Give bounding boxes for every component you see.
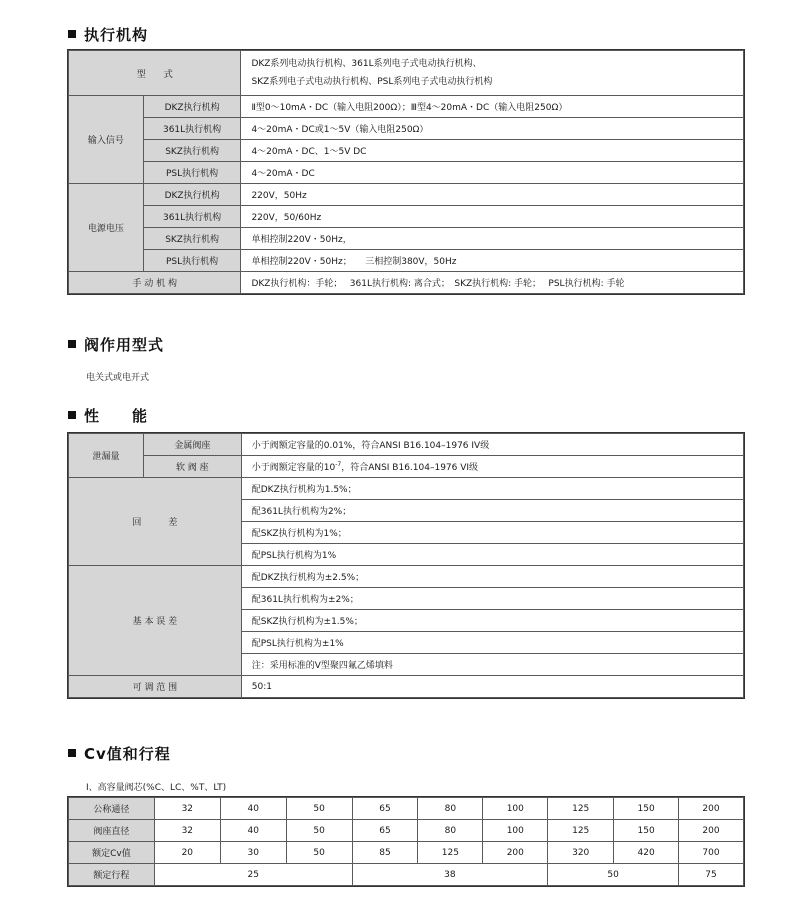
stroke-cell: 38 xyxy=(352,864,548,886)
power-value: 220V，50/60Hz xyxy=(241,206,744,228)
cv-caption: I、高容量阀芯(%C、LC、%T、LT) xyxy=(86,783,227,793)
manual-value: DKZ执行机构：手轮； 361L执行机构: 离合式； SKZ执行机构: 手轮； PSL执行机构: 手轮 xyxy=(241,272,744,294)
table-row xyxy=(69,820,744,842)
model-label: 361L执行机构 xyxy=(143,206,241,228)
leakage-value: 小于阀额定容量的0.01%，符合ANSI B16.104–1976 IV级 xyxy=(241,434,743,456)
table-row xyxy=(69,434,744,456)
cell: 85 xyxy=(352,842,418,864)
cell: 30 xyxy=(220,842,286,864)
table-row xyxy=(69,228,744,250)
table-row xyxy=(69,250,744,272)
cell: 40 xyxy=(220,820,286,842)
type-value-line2: SKZ系列电子式电动执行机构、PSL系列电子式电动执行机构 xyxy=(251,77,493,87)
table-row xyxy=(69,51,744,96)
cell: 32 xyxy=(154,820,220,842)
cell: 50 xyxy=(286,820,352,842)
section-title: Cv值和行程 xyxy=(84,745,171,763)
section-heading-performance xyxy=(68,405,148,426)
cell: 100 xyxy=(483,798,548,820)
leakage-value-suffix: ，符合ANSI B16.104–1976 VI级 xyxy=(341,463,479,473)
cell: 150 xyxy=(614,798,679,820)
hysteresis-value: 配361L执行机构为2%； xyxy=(241,500,743,522)
table-row xyxy=(69,798,744,820)
cell: 65 xyxy=(352,798,418,820)
basic-error-note: 注：采用标准的V型聚四氟乙烯填料 xyxy=(241,654,743,676)
power-value: 单相控制220V・50Hz， xyxy=(241,228,744,250)
cell: 320 xyxy=(548,842,614,864)
leakage-label: 泄漏量 xyxy=(69,434,144,478)
square-bullet-icon xyxy=(68,340,76,348)
basic-error-value: 配PSL执行机构为±1% xyxy=(241,632,743,654)
input-signal-label: 输入信号 xyxy=(69,96,144,184)
power-label: 电源电压 xyxy=(69,184,144,272)
cell: 150 xyxy=(614,820,679,842)
input-signal-value: 4～20mA・DC、1～5V DC xyxy=(241,140,744,162)
table-row xyxy=(69,96,744,118)
type-value xyxy=(241,51,744,96)
cell: 125 xyxy=(418,842,483,864)
table-row xyxy=(69,272,744,294)
type-label: 型 式 xyxy=(69,51,241,96)
manual-label: 手 动 机 构 xyxy=(69,272,241,294)
table-row xyxy=(69,118,744,140)
basic-error-label: 基 本 误 差 xyxy=(69,566,242,676)
table-row xyxy=(69,456,744,478)
performance-table xyxy=(68,433,744,698)
basic-error-value: 配SKZ执行机构为±1.5%； xyxy=(241,610,743,632)
input-signal-value: 4～20mA・DC xyxy=(241,162,744,184)
section-heading-actuator xyxy=(68,24,148,45)
cell: 200 xyxy=(483,842,548,864)
hysteresis-value: 配DKZ执行机构为1.5%； xyxy=(241,478,743,500)
square-bullet-icon xyxy=(68,30,76,38)
section-title: 性 能 xyxy=(84,407,149,425)
seat-label: 软 阀 座 xyxy=(143,456,241,478)
cell: 700 xyxy=(679,842,744,864)
input-signal-value: Ⅱ型0～10mA・DC（输入电阻200Ω）；Ⅲ型4～20mA・DC（输入电阻250Ω） xyxy=(241,96,744,118)
type-value-line1: DKZ系列电动执行机构、361L系列电子式电动执行机构、 xyxy=(251,59,482,69)
section-title: 执行机构 xyxy=(84,26,149,44)
section-heading-valve-action xyxy=(68,334,164,355)
hysteresis-value: 配PSL执行机构为1% xyxy=(241,544,743,566)
stroke-cell: 50 xyxy=(548,864,679,886)
cv-stroke-table xyxy=(68,797,744,886)
table-row xyxy=(69,206,744,228)
table-row xyxy=(69,162,744,184)
table-row xyxy=(69,864,744,886)
table-row xyxy=(69,184,744,206)
table-row xyxy=(69,566,744,588)
leakage-exponent: -7 xyxy=(335,461,342,468)
basic-error-value: 配DKZ执行机构为±2.5%； xyxy=(241,566,743,588)
section-heading-cv-stroke xyxy=(68,743,171,764)
power-value: 220V，50Hz xyxy=(241,184,744,206)
power-value: 单相控制220V・50Hz； 三相控制380V，50Hz xyxy=(241,250,744,272)
model-label: PSL执行机构 xyxy=(143,250,241,272)
range-value: 50:1 xyxy=(241,676,743,698)
cell: 100 xyxy=(483,820,548,842)
basic-error-value: 配361L执行机构为±2%； xyxy=(241,588,743,610)
cell: 420 xyxy=(614,842,679,864)
cell: 125 xyxy=(548,798,614,820)
leakage-value xyxy=(241,456,743,478)
valve-action-text: 电关式或电开式 xyxy=(86,373,150,383)
model-label: PSL执行机构 xyxy=(143,162,241,184)
table-row xyxy=(69,676,744,698)
cell: 80 xyxy=(418,798,483,820)
cell: 50 xyxy=(286,798,352,820)
model-label: 361L执行机构 xyxy=(143,118,241,140)
table-row xyxy=(69,140,744,162)
row-label: 阀座直径 xyxy=(69,820,155,842)
cell: 125 xyxy=(548,820,614,842)
actuator-table xyxy=(68,50,744,294)
stroke-cell: 75 xyxy=(679,864,744,886)
row-label: 额定Cv值 xyxy=(69,842,155,864)
model-label: DKZ执行机构 xyxy=(143,96,241,118)
row-label: 公称通径 xyxy=(69,798,155,820)
range-label: 可 调 范 围 xyxy=(69,676,242,698)
section-title: 阀作用型式 xyxy=(84,336,165,354)
model-label: DKZ执行机构 xyxy=(143,184,241,206)
row-label: 额定行程 xyxy=(69,864,155,886)
table-row xyxy=(69,478,744,500)
model-label: SKZ执行机构 xyxy=(143,140,241,162)
cell: 65 xyxy=(352,820,418,842)
cell: 40 xyxy=(220,798,286,820)
leakage-value-prefix: 小于阀额定容量的10 xyxy=(251,463,336,473)
hysteresis-value: 配SKZ执行机构为1%； xyxy=(241,522,743,544)
model-label: SKZ执行机构 xyxy=(143,228,241,250)
cell: 80 xyxy=(418,820,483,842)
square-bullet-icon xyxy=(68,411,76,419)
input-signal-value: 4～20mA・DC或1～5V（输入电阻250Ω） xyxy=(241,118,744,140)
cell: 20 xyxy=(154,842,220,864)
stroke-cell: 25 xyxy=(154,864,352,886)
table-row xyxy=(69,842,744,864)
cell: 32 xyxy=(154,798,220,820)
hysteresis-label: 回 差 xyxy=(69,478,242,566)
square-bullet-icon xyxy=(68,749,76,757)
cell: 200 xyxy=(679,820,744,842)
cell: 200 xyxy=(679,798,744,820)
seat-label: 金属阀座 xyxy=(143,434,241,456)
cell: 50 xyxy=(286,842,352,864)
